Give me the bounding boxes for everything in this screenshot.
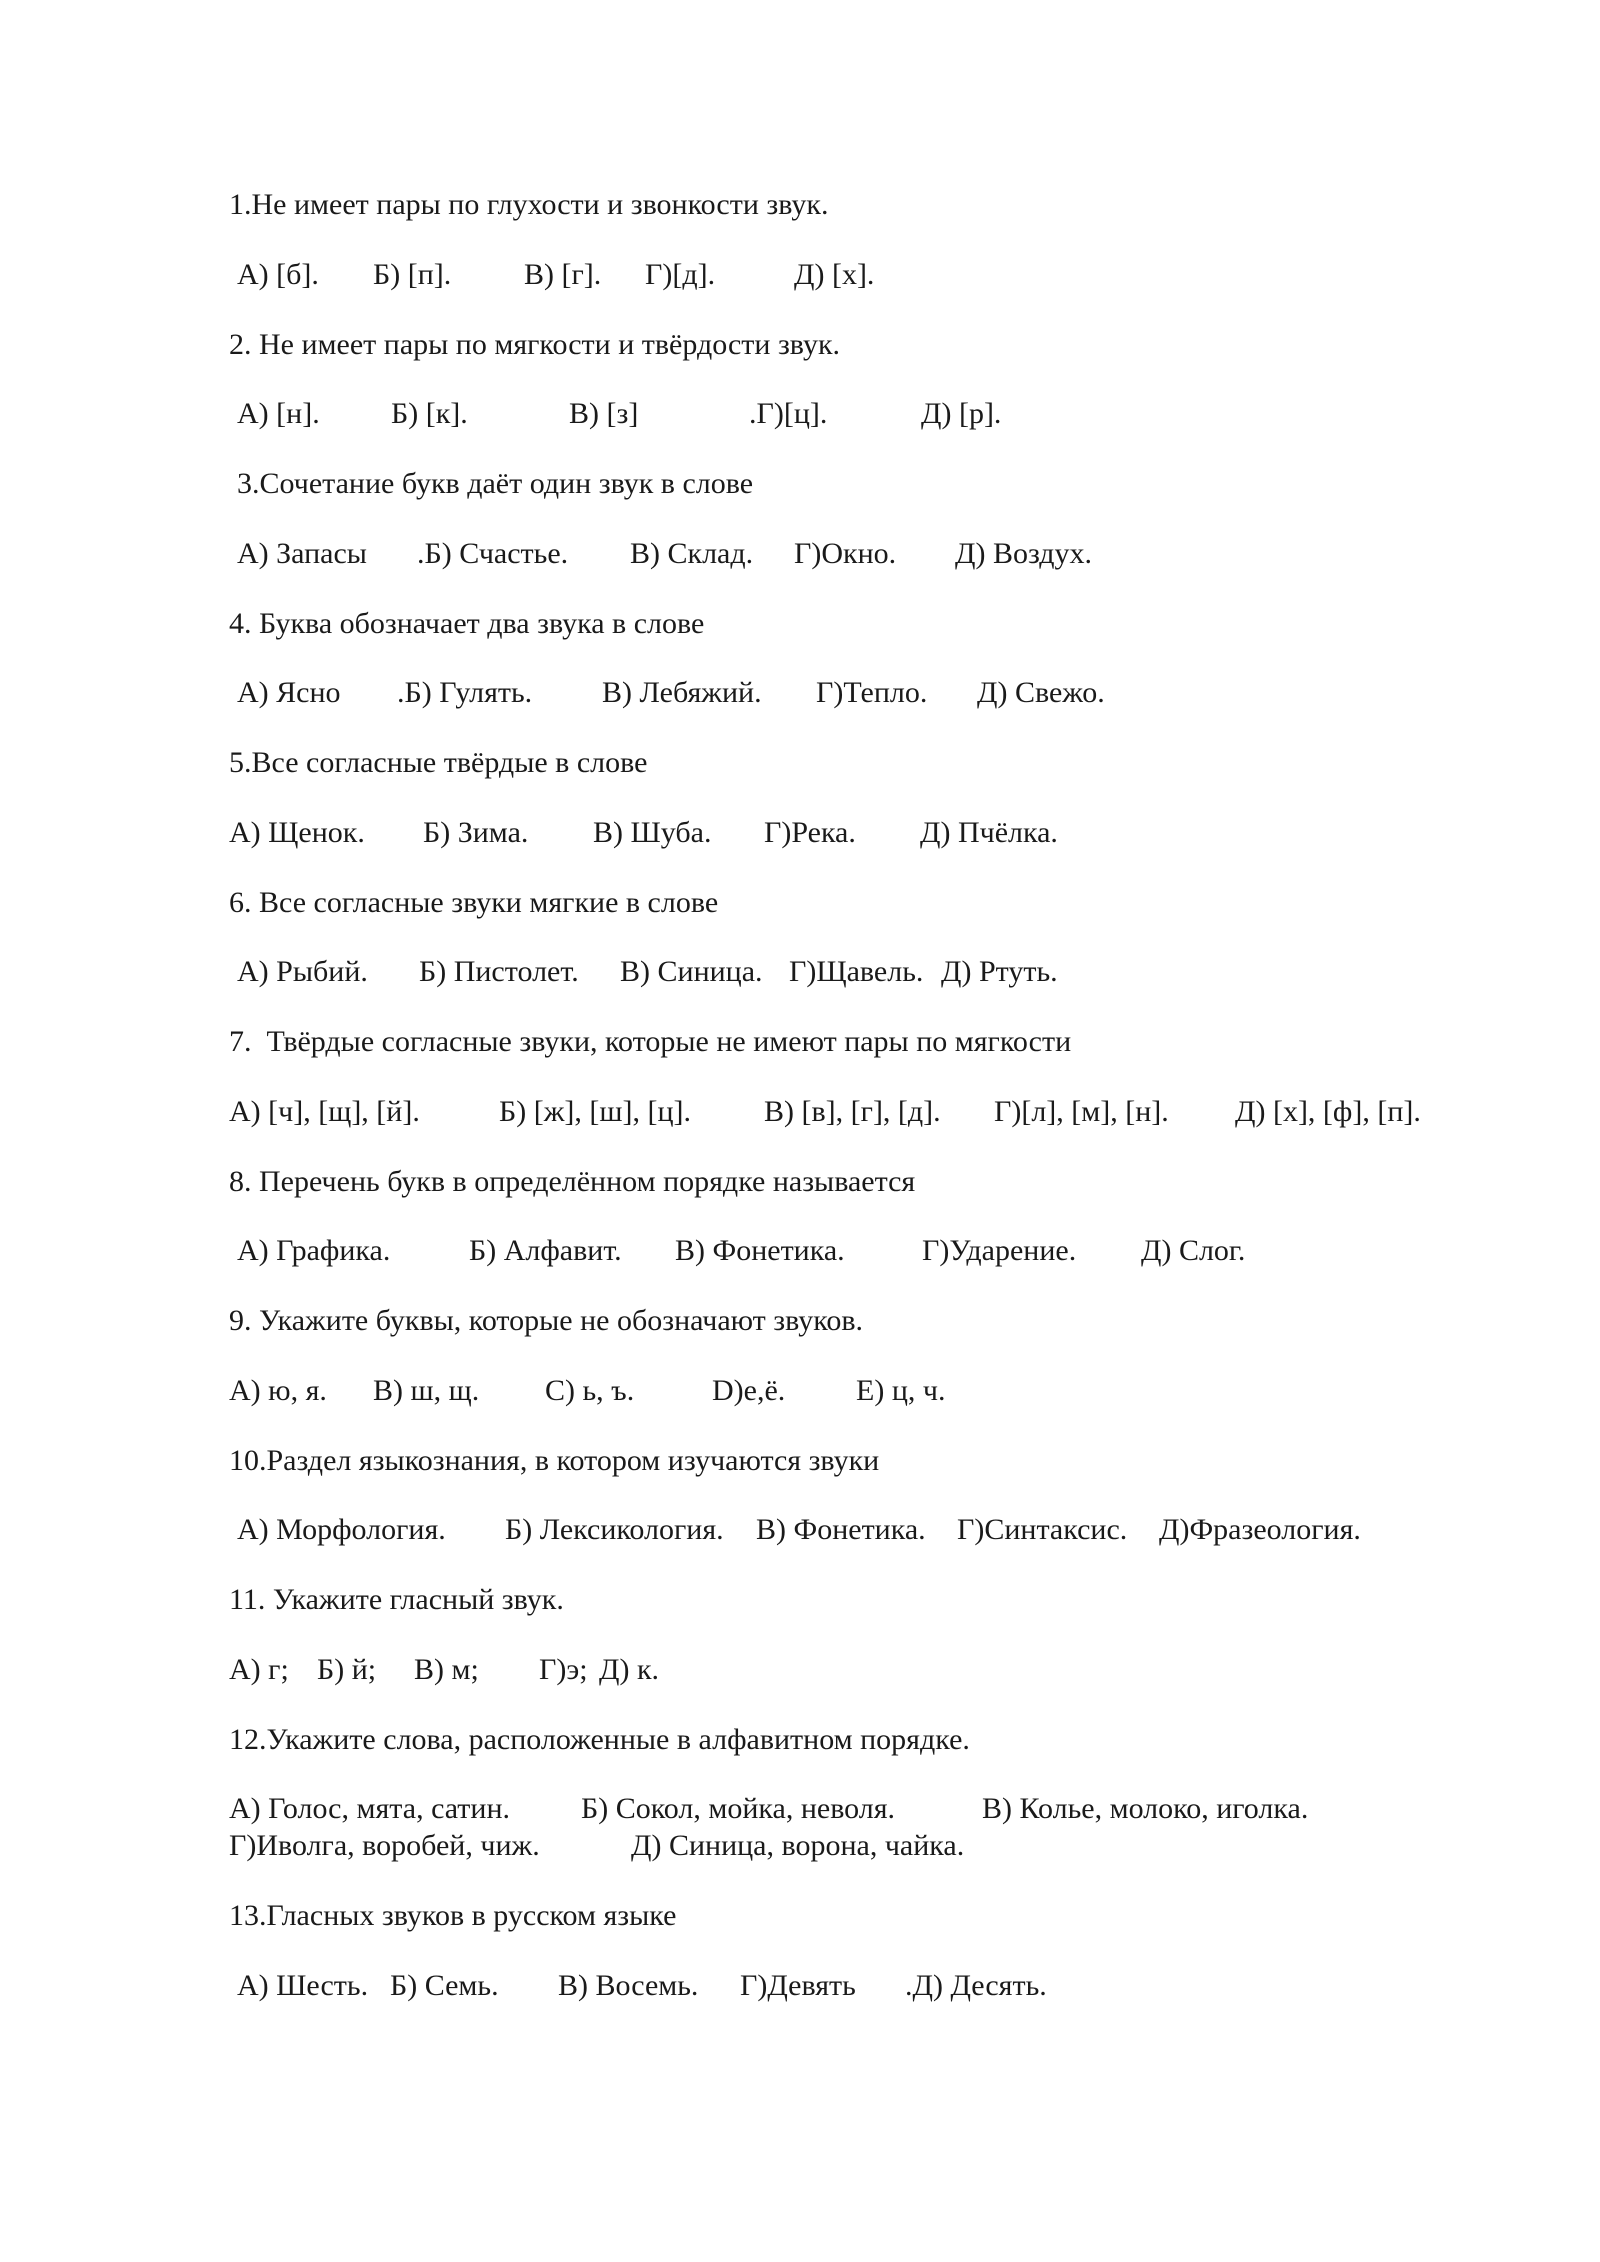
question-5: 5.Все согласные твёрдые в слове — [229, 746, 648, 779]
option-b: Б) Семь. — [390, 1969, 499, 2002]
option-a: А) Морфология. — [237, 1513, 446, 1546]
option-b: Б) Алфавит. — [469, 1234, 622, 1267]
option-c: В) Склад. — [630, 537, 754, 570]
option-e: Д) Свежо. — [977, 676, 1105, 709]
option-e: Е) ц, ч. — [856, 1374, 946, 1407]
option-d: .Г)[ц]. — [749, 397, 828, 430]
answer-options-2 — [229, 395, 1569, 433]
option-d: D)е,ё. — [712, 1374, 786, 1407]
option-e: Д)Фразеология. — [1159, 1513, 1361, 1546]
option-d: Г)Река. — [764, 816, 856, 849]
option-b: Б) [к]. — [391, 397, 468, 430]
question-1: 1.Не имеет пары по глухости и звонкости звук. — [229, 188, 829, 221]
option-b: Б) [ж], [ш], [ц]. — [499, 1095, 692, 1128]
question-6: 6. Все согласные звуки мягкие в слове — [229, 886, 719, 919]
question-3: 3.Сочетание букв даёт один звук в слове — [237, 467, 754, 500]
option-a: А) Запасы — [237, 537, 367, 570]
option-a: А) [ч], [щ], [й]. — [229, 1095, 420, 1128]
option-d: Г)Окно. — [794, 537, 897, 570]
option-a: А) Шесть. — [237, 1969, 369, 2002]
option-a: А) г; — [229, 1653, 289, 1686]
answer-options-8 — [229, 1232, 1569, 1270]
option-d: Г)Ударение. — [922, 1234, 1077, 1267]
option-d: Г)э; — [539, 1653, 588, 1686]
question-11: 11. Укажите гласный звук. — [229, 1583, 564, 1616]
option-a: А) Графика. — [237, 1234, 391, 1267]
option-c: В) м; — [414, 1653, 479, 1686]
answer-options-1 — [229, 256, 1569, 294]
option-d: Г)Щавель. — [789, 955, 924, 988]
option-a: А) Рыбий. — [237, 955, 368, 988]
answer-options-5 — [229, 814, 1569, 852]
option-b: .Б) Гулять. — [397, 676, 533, 709]
answer-options-13 — [229, 1967, 1569, 2005]
option-e: Д) Слог. — [1141, 1234, 1246, 1267]
option-e: Д) Воздух. — [955, 537, 1093, 570]
answer-options-9 — [229, 1372, 1569, 1410]
option-a: А) ю, я. — [229, 1374, 327, 1407]
option-e: .Д) Десять. — [905, 1969, 1047, 2002]
option-c: В) [в], [г], [д]. — [764, 1095, 941, 1128]
option-d: Г)Девять — [740, 1969, 856, 2002]
answer-options-11 — [229, 1651, 1569, 1689]
question-7: 7. Твёрдые согласные звуки, которые не имеют пары по мягкости — [229, 1025, 1072, 1058]
option-b: Б) [п]. — [373, 258, 452, 291]
option-d: Г)Тепло. — [816, 676, 928, 709]
option-a: А) [б]. — [237, 258, 319, 291]
answer-options-12 — [229, 1790, 1569, 1828]
option-a: А) Ясно — [237, 676, 341, 709]
option-c: В) Фонетика. — [756, 1513, 926, 1546]
answer-options-12-cont — [229, 1827, 1569, 1865]
question-10: 10.Раздел языкознания, в котором изучаются звуки — [229, 1444, 880, 1477]
option-b: В) ш, щ. — [373, 1374, 480, 1407]
option-d: Г)Синтаксис. — [957, 1513, 1128, 1546]
answer-options-6 — [229, 953, 1569, 991]
option-c: В) [з] — [569, 397, 639, 430]
option-a: А) [н]. — [237, 397, 320, 430]
answer-options-10 — [229, 1511, 1569, 1549]
question-12: 12.Укажите слова, расположенные в алфавитном порядке. — [229, 1723, 970, 1756]
option-c: В) [г]. — [524, 258, 602, 291]
question-2: 2. Не имеет пары по мягкости и твёрдости звук. — [229, 328, 841, 361]
option-b: Б) Сокол, мойка, неволя. — [581, 1792, 896, 1825]
option-e: Д) [х], [ф], [п]. — [1235, 1095, 1421, 1128]
answer-options-7 — [229, 1093, 1569, 1131]
question-13: 13.Гласных звуков в русском языке — [229, 1899, 677, 1932]
option-c: С) ь, ъ. — [545, 1374, 635, 1407]
option-e: Д) Ртуть. — [941, 955, 1058, 988]
option-c: В) Восемь. — [558, 1969, 699, 2002]
option-b: Б) Зима. — [423, 816, 529, 849]
option-c: В) Шуба. — [593, 816, 712, 849]
option-d: Г)[д]. — [645, 258, 716, 291]
option-e: Д) [х]. — [794, 258, 875, 291]
option-d: Г)Иволга, воробей, чиж. — [229, 1829, 540, 1862]
question-4: 4. Буква обозначает два звука в слове — [229, 607, 705, 640]
option-e: Д) Синица, ворона, чайка. — [631, 1829, 965, 1862]
option-e: Д) Пчёлка. — [920, 816, 1058, 849]
question-8: 8. Перечень букв в определённом порядке называется — [229, 1165, 916, 1198]
option-e: Д) к. — [599, 1653, 660, 1686]
question-9: 9. Укажите буквы, которые не обозначают звуков. — [229, 1304, 863, 1337]
option-b: Б) Лексикология. — [505, 1513, 724, 1546]
option-d: Г)[л], [м], [н]. — [994, 1095, 1169, 1128]
answer-options-3 — [229, 535, 1569, 573]
answer-options-4 — [229, 674, 1569, 712]
option-b: Б) й; — [317, 1653, 377, 1686]
option-c: В) Фонетика. — [675, 1234, 845, 1267]
option-c: В) Колье, молоко, иголка. — [982, 1792, 1309, 1825]
option-b: Б) Пистолет. — [419, 955, 579, 988]
option-c: В) Лебяжий. — [602, 676, 762, 709]
option-a: А) Щенок. — [229, 816, 365, 849]
option-b: .Б) Счастье. — [417, 537, 569, 570]
option-c: В) Синица. — [620, 955, 763, 988]
option-a: А) Голос, мята, сатин. — [229, 1792, 511, 1825]
option-e: Д) [р]. — [921, 397, 1002, 430]
